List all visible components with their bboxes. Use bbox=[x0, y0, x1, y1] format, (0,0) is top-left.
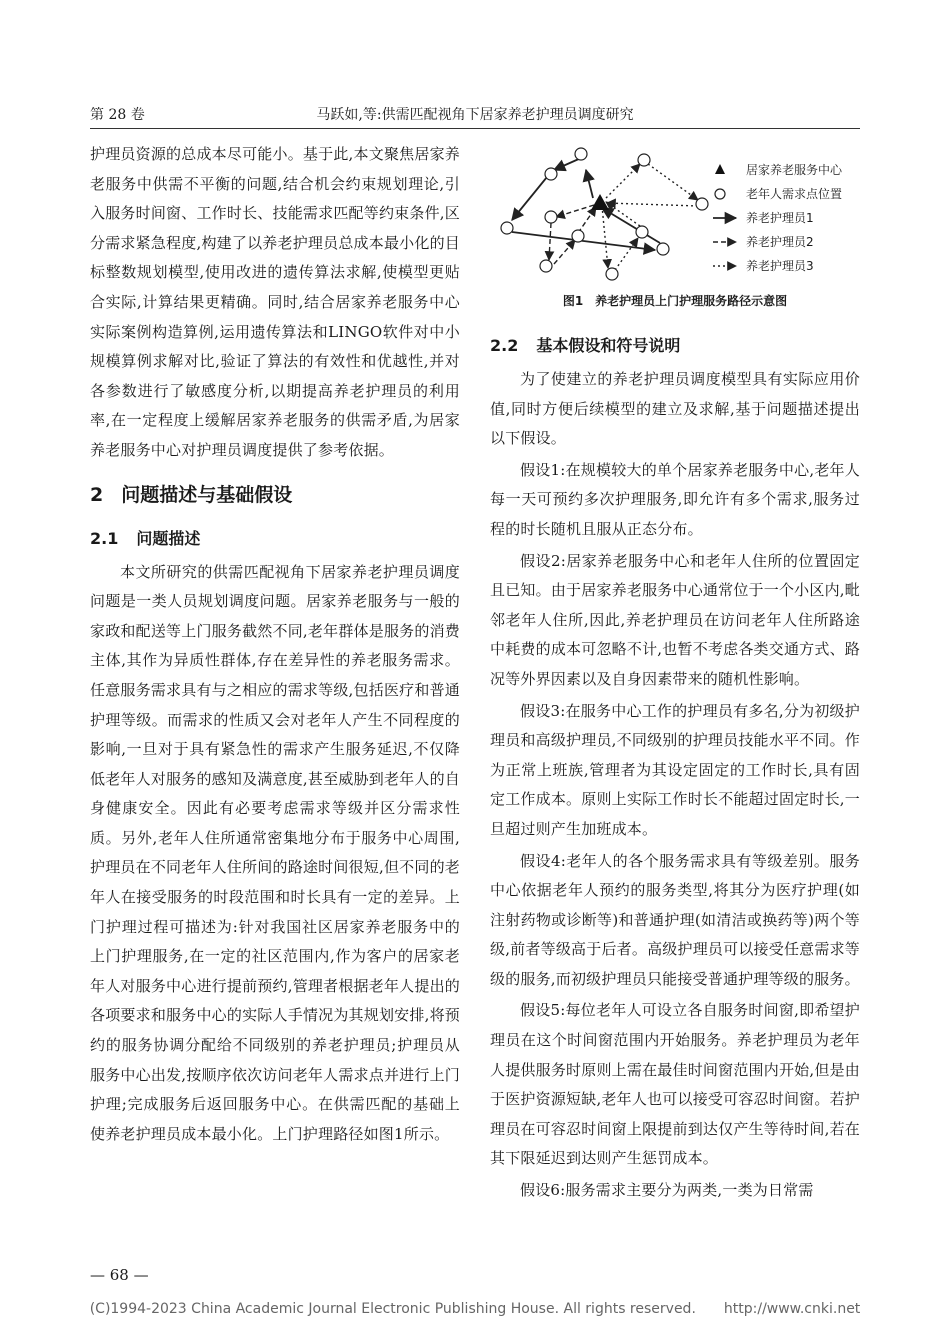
solid-arrow-icon bbox=[712, 210, 742, 226]
paragraph-problem-description: 本文所研究的供需匹配视角下居家养老护理员调度问题是一类人员规划调度问题。居家养老服务与一般的家政和配送等上门服务截然不同,老年群体是服务的消费主体,其作为异质性群体,存在差异性的养老服务需求。任意服务需求具有与之相应的需求等级,包括医疗和普通护理等级。而需求的性质又会对老年人产生不同程度的影响,一旦对于具有紧急性的需求产生服务延迟,不仅降低老年人对服务的感知及满意度,甚至威胁到老年人的自身健康安全。因此有必要考虑需求等级并区分需求性质。另外,老年人住所通常密集地分布于服务中心周围,护理员在不同老年人住所间的路途时间很短,但不同的老年人在接受服务的时段范围和时长具有一定的差异。上门护理过程可描述为:针对我国社区居家养老服务中的上门护理服务,在一定的社区范围内,作为客户的居家老年人对服务中心进行提前预约,管理者根据老年人提出的各项要求和服务中心的实际人手情况为其规划安排,将预约的服务协调分配给不同级别的养老护理员;护理员从服务中心出发,按顺序依次访问老年人需求点并进行上门护理;完成服务后返回服务中心。在供需匹配的基础上使养老护理员成本最小化。上门护理路径如图1所示。 bbox=[90, 562, 460, 1143]
header-rule bbox=[90, 128, 860, 129]
right-column bbox=[490, 325, 860, 1208]
paragraph-intro-continued: 护理员资源的总成本尽可能小。基于此,本文聚焦居家养老服务中供需不平衡的问题,结合机会约束规划理论,引入服务时间窗、工作时长、技能需求匹配等约束条件,区分需求紧急程度,构建了以养老护理员总成本最小化的目标整数规划模型,使用改进的遗传算法求解,使模型更贴合实际,计算结果更精确。同时,结合居家养老服务中心实际案例构造算例,运用遗传算法和LINGO软件对中小规模算例求解对比,验证了算法的有效性和优越性,并对各参数进行了敏感度分析,以期提高养老护理员的利用率,在一定程度上缓解居家养老服务的供需矛盾,为居家养老服务中心对护理员调度提供了参考依据。 bbox=[90, 145, 460, 459]
dotted-arrow-icon bbox=[712, 258, 742, 274]
section-title: 问题描述与基础假设 bbox=[121, 483, 293, 506]
running-title: 马跃如,等:供需匹配视角下居家养老护理员调度研究 bbox=[316, 107, 634, 123]
route-diagram bbox=[490, 140, 710, 288]
section-number: 2 bbox=[90, 483, 104, 506]
legend-label: 养老护理员3 bbox=[746, 259, 814, 273]
subsection-title: 基本假设和符号说明 bbox=[536, 336, 681, 355]
subsection-heading-2-2 bbox=[490, 331, 860, 361]
figure-1 bbox=[490, 140, 860, 320]
paragraph-assumption-1: 假设1:在规模较大的单个居家养老服务中心,老年人每一天可预约多次护理服务,即允许有多个需求,服务过程的时长随机且服从正态分布。 bbox=[490, 460, 860, 538]
paragraph-assumption-3: 假设3:在服务中心工作的护理员有多名,分为初级护理员和高级护理员,不同级别的护理员技能水平不同。作为正常上班族,管理者为其设定固定的工作时长,具有固定工作成本。原则上实际工作时长不能超过固定时长,一旦超过则产生加班成本。 bbox=[490, 701, 860, 838]
subsection-title: 问题描述 bbox=[136, 528, 201, 548]
legend-label: 居家养老服务中心 bbox=[746, 163, 843, 177]
legend-label: 老年人需求点位置 bbox=[746, 187, 843, 201]
paragraph-assumption-4: 假设4:老年人的各个服务需求具有等级差别。服务中心依据老年人预约的服务类型,将其分为医疗护理(如注射药物或诊断等)和普通护理(如清洁或换药等)两个等级,前者等级高于后者。高级护理员可以接受任意需求等级的服务,而初级护理员只能接受普通护理等级的服务。 bbox=[490, 851, 860, 988]
volume-label: 第 28 卷 bbox=[90, 107, 145, 123]
page-number: — 68 — bbox=[90, 1266, 149, 1284]
legend-label: 养老护理员2 bbox=[746, 235, 814, 249]
circle-icon bbox=[712, 186, 742, 202]
copyright-footer: (C)1994-2023 China Academic Journal Electronic Publishing House. All rights reserved. http://www.cnki.net bbox=[89, 1301, 861, 1317]
dashed-arrow-icon bbox=[712, 234, 742, 250]
paragraph-assumption-6: 假设6:服务需求主要分为两类,一类为日常需 bbox=[520, 1181, 814, 1200]
triangle-icon bbox=[712, 162, 742, 178]
section-heading-2 bbox=[90, 480, 460, 510]
legend-label: 养老护理员1 bbox=[746, 211, 814, 225]
running-header bbox=[90, 104, 860, 126]
figure-caption: 图1 养老护理员上门护理服务路径示意图 bbox=[562, 294, 788, 308]
subsection-heading-2-1 bbox=[90, 524, 460, 554]
paragraph-assumption-5: 假设5:每位老年人可设立各自服务时间窗,即希望护理员在这个时间窗范围内开始服务。养老护理员为老年人提供服务时原则上需在最佳时间窗范围内开始,但是由于医护资源短缺,老年人也可以接受可容忍时间窗。若护理员在可容忍时间窗上限提前到达仅产生等待时间,若在其下限延迟到达则产生惩罚成本。 bbox=[490, 1001, 860, 1168]
paragraph-assumption-intro: 为了使建立的养老护理员调度模型具有实际应用价值,同时方便后续模型的建立及求解,基于问题描述提出以下假设。 bbox=[490, 370, 860, 448]
left-column bbox=[90, 140, 460, 1151]
paragraph-assumption-2: 假设2:居家养老服务中心和老年人住所的位置固定且已知。由于居家养老服务中心通常位于一个小区内,毗邻老年人住所,因此,养老护理员在访问老年人住所路途中耗费的成本可忽略不计,也暂不考虑各类交通方式、路况等外界因素以及自身因素带来的随机性影响。 bbox=[490, 551, 860, 688]
subsection-number: 2.1 bbox=[90, 528, 119, 548]
demand-points bbox=[501, 148, 708, 280]
subsection-number: 2.2 bbox=[490, 336, 519, 355]
